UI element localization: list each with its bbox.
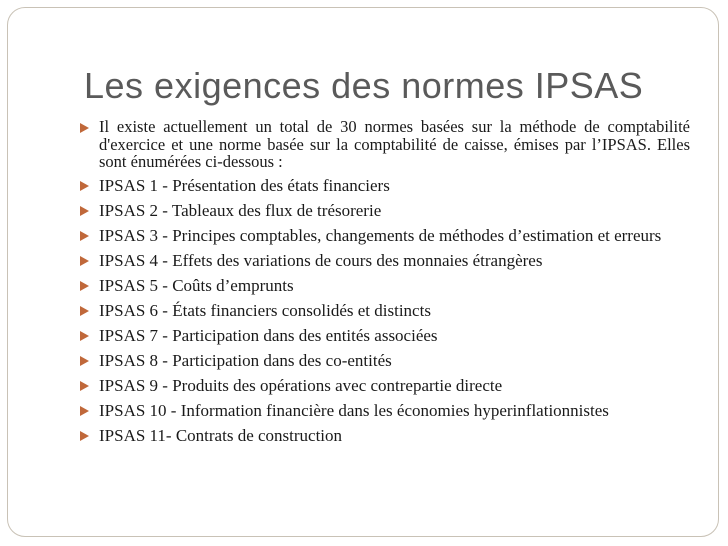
list-item-text: IPSAS 9 - Produits des opérations avec contrepartie directe — [99, 375, 503, 395]
list-item — [78, 176, 690, 195]
bullet-arrow-icon — [80, 406, 89, 416]
bullet-arrow-icon — [80, 206, 89, 216]
bullet-arrow-icon — [80, 231, 89, 241]
list-item — [78, 301, 690, 320]
list-item — [78, 118, 690, 171]
bullet-arrow-icon — [80, 356, 89, 366]
list-item-text: IPSAS 8 - Participation dans des co-entités — [99, 350, 392, 370]
list-item-text: IPSAS 5 - Coûts d’emprunts — [99, 275, 294, 295]
bullet-arrow-icon — [80, 181, 89, 191]
list-item — [78, 201, 690, 220]
slide-title: Les exigences des normes IPSAS — [84, 65, 644, 106]
bullet-arrow-icon — [80, 306, 89, 316]
list-item-text: IPSAS 11- Contrats de construction — [99, 425, 343, 445]
list-item-text: IPSAS 2 - Tableaux des flux de trésorerie — [99, 200, 382, 220]
bullet-arrow-icon — [80, 256, 89, 266]
list-item-text: IPSAS 6 - États financiers consolidés et distincts — [99, 300, 431, 320]
bullet-arrow-icon — [80, 431, 89, 441]
bullet-arrow-icon — [80, 331, 89, 341]
list-item — [78, 226, 690, 245]
list-item — [78, 351, 690, 370]
list-item — [78, 426, 690, 445]
list-item — [78, 401, 690, 420]
bullet-list — [78, 118, 690, 451]
list-item-text: Il existe actuellement un total de 30 normes basées sur la méthode de comptabilité d'exercice et une norme basée sur la comptabilité de caisse, émises par l’IPSAS. Elles sont énumérées ci-dessous : — [99, 117, 690, 171]
list-item — [78, 251, 690, 270]
list-item-text: IPSAS 4 - Effets des variations de cours des monnaies étrangères — [99, 250, 543, 270]
bullet-arrow-icon — [80, 281, 89, 291]
list-item-text: IPSAS 1 - Présentation des états financiers — [99, 175, 390, 195]
list-item-text: IPSAS 3 - Principes comptables, changements de méthodes d’estimation et erreurs — [99, 225, 662, 245]
bullet-arrow-icon — [80, 381, 89, 391]
list-item — [78, 326, 690, 345]
list-item-text: IPSAS 10 - Information financière dans les économies hyperinflationnistes — [99, 400, 609, 420]
bullet-arrow-icon — [80, 123, 89, 133]
list-item — [78, 276, 690, 295]
list-item — [78, 376, 690, 395]
list-item-text: IPSAS 7 - Participation dans des entités associées — [99, 325, 438, 345]
